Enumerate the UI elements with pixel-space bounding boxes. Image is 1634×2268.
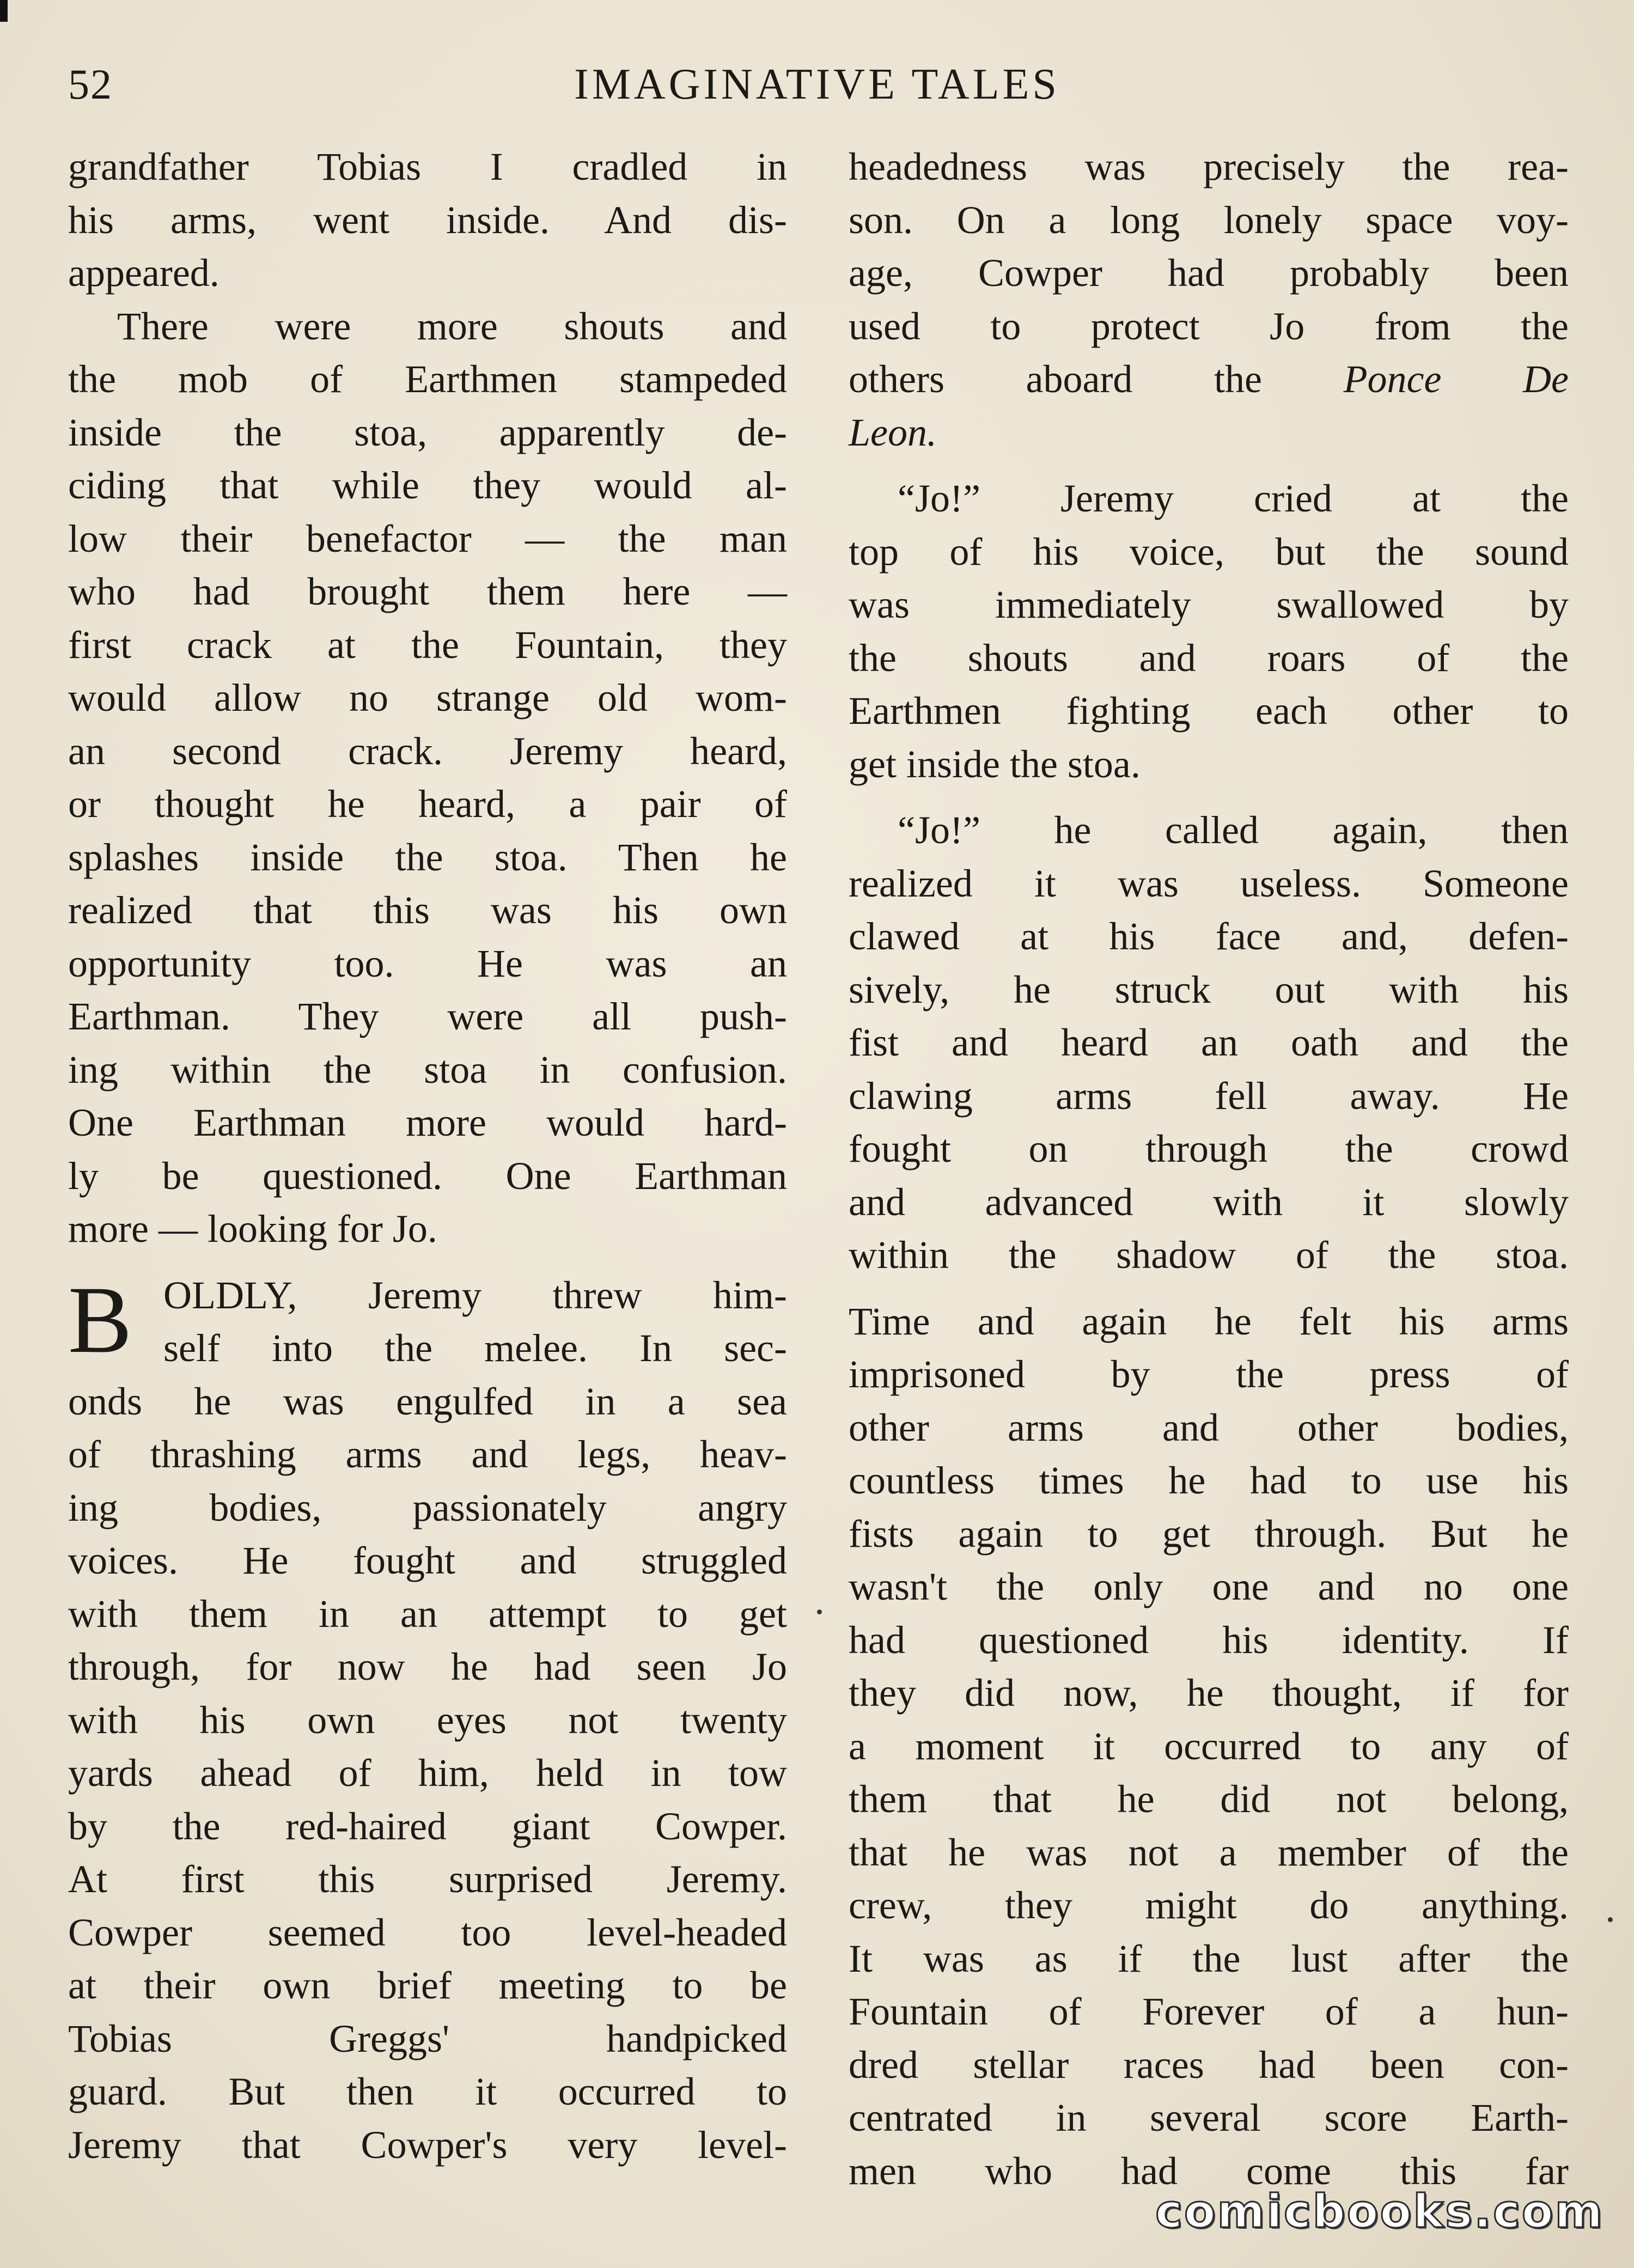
text-line: the mob of Earthmen stampeded: [68, 357, 787, 401]
text-line: with his own eyes not twenty: [68, 1698, 787, 1742]
text-line: realized it was useless. Someone: [849, 861, 1569, 905]
page-header: [68, 60, 1566, 114]
text-line: other arms and other bodies,: [849, 1405, 1569, 1449]
text-line: age, Cowper had probably been: [849, 251, 1569, 295]
text-line: crew, they might do anything.: [849, 1883, 1569, 1927]
text-line: appeared.: [68, 251, 220, 295]
text-line: men who had come this far: [849, 2149, 1569, 2193]
text-line: an second crack. Jeremy heard,: [68, 729, 787, 773]
text-line: son. On a long lonely space voy-: [849, 198, 1569, 242]
ship-name-end: Leon.: [849, 410, 937, 454]
text-line: sively, he struck out with his: [849, 967, 1569, 1011]
paragraph-gap: [849, 459, 1569, 472]
text-line: fought on through the crowd: [849, 1127, 1569, 1170]
text-line: voices. He fought and struggled: [68, 1539, 787, 1582]
text-line: of thrashing arms and legs, heav-: [68, 1432, 787, 1476]
text-line: ing bodies, passionately angry: [68, 1485, 787, 1529]
text-line: who had brought them here —: [68, 570, 787, 613]
text-line: clawing arms fell away. He: [849, 1074, 1569, 1118]
text-line: onds he was engulfed in a sea: [68, 1379, 787, 1423]
text-line: self into the melee. In sec-: [163, 1326, 787, 1370]
text-line: they did now, he thought, if for: [849, 1671, 1569, 1715]
text-line: One Earthman more would hard-: [68, 1101, 787, 1144]
paragraph-gap: [68, 1256, 787, 1269]
text-line: Earthmen fighting each other to: [849, 689, 1569, 733]
text-line: “Jo!” he called again, then: [898, 808, 1569, 852]
text-fragment: others aboard the: [849, 357, 1262, 401]
paragraph-gap: [849, 1282, 1569, 1295]
text-line: them that he did not belong,: [849, 1777, 1569, 1821]
text-line: splashes inside the stoa. Then he: [68, 835, 787, 879]
text-line: had questioned his identity. If: [849, 1618, 1569, 1662]
text-line: a moment it occurred to any of: [849, 1724, 1569, 1768]
text-line: Fountain of Forever of a hun-: [849, 1990, 1569, 2033]
ship-name: Ponce De: [1343, 357, 1569, 401]
text-line: OLDLY, Jeremy threw him-: [163, 1273, 787, 1317]
text-line: inside the stoa, apparently de-: [68, 410, 787, 454]
text-line: centrated in several score Earth-: [849, 2096, 1569, 2139]
print-speck: [1608, 1917, 1613, 1922]
text-line: clawed at his face and, defen-: [849, 914, 1569, 958]
text-line: get inside the stoa.: [849, 742, 1141, 786]
text-line: It was as if the lust after the: [849, 1936, 1569, 1980]
text-line: used to protect Jo from the: [849, 304, 1569, 348]
watermark-logo: comicbooks.com: [1155, 2185, 1604, 2238]
text-line: ly be questioned. One Earthman: [68, 1154, 787, 1198]
right-column: [849, 141, 1569, 2198]
text-line-with-ship-name: [849, 353, 1569, 406]
text-line: grandfather Tobias I cradled in: [68, 145, 787, 188]
text-line: that he was not a member of the: [849, 1830, 1569, 1874]
text-line: with them in an attempt to get: [68, 1592, 787, 1636]
text-line: Time and again he felt his arms: [849, 1299, 1569, 1343]
text-line: fists again to get through. But he: [849, 1511, 1569, 1556]
text-line: or thought he heard, a pair of: [68, 782, 787, 826]
text-line: the shouts and roars of the: [849, 636, 1569, 680]
print-speck: [817, 1609, 822, 1614]
drop-cap: B: [68, 1266, 132, 1373]
running-title: IMAGINATIVE TALES: [574, 60, 1060, 108]
text-line: by the red-haired giant Cowper.: [68, 1804, 787, 1848]
page-number: 52: [68, 60, 113, 108]
text-line: through, for now he had seen Jo: [68, 1645, 787, 1688]
text-line: and advanced with it slowly: [849, 1180, 1569, 1224]
text-line: yards ahead of him, held in tow: [68, 1751, 787, 1795]
text-line: dred stellar races had been con-: [849, 2043, 1569, 2087]
text-line: headedness was precisely the rea-: [849, 145, 1569, 188]
text-line: guard. But then it occurred to: [68, 2070, 787, 2113]
text-line: Jeremy that Cowper's very level-: [68, 2123, 787, 2167]
text-line: wasn't the only one and no one: [849, 1565, 1569, 1608]
text-line: at their own brief meeting to be: [68, 1964, 787, 2007]
text-line: ciding that while they would al-: [68, 464, 787, 507]
text-line: fist and heard an oath and the: [849, 1021, 1569, 1064]
text-line: more — looking for Jo.: [68, 1207, 437, 1251]
text-line: Earthman. They were all push-: [68, 995, 787, 1038]
text-line: his arms, went inside. And dis-: [68, 198, 787, 242]
text-line: would allow no strange old wom-: [68, 676, 787, 720]
text-line: countless times he had to use his: [849, 1459, 1569, 1502]
text-line: was immediately swallowed by: [849, 583, 1569, 626]
text-line: Cowper seemed too level-headed: [68, 1910, 787, 1954]
text-line: [849, 406, 1569, 460]
text-line: There were more shouts and: [117, 304, 787, 348]
text-line: first crack at the Fountain, they: [68, 623, 787, 667]
paragraph-gap: [849, 791, 1569, 804]
text-line: ing within the stoa in confusion.: [68, 1047, 787, 1092]
text-line: top of his voice, but the sound: [849, 529, 1569, 574]
text-line: “Jo!” Jeremy cried at the: [898, 477, 1569, 520]
drop-cap-paragraph: [68, 1266, 787, 1375]
text-line: opportunity too. He was an: [68, 941, 787, 985]
text-line: realized that this was his own: [68, 888, 787, 932]
text-line: imprisoned by the press of: [849, 1352, 1569, 1396]
text-line: Tobias Greggs' handpicked: [68, 2016, 787, 2060]
left-column: [68, 141, 787, 2172]
scan-edge-mark: [0, 0, 8, 22]
text-line: low their benefactor — the man: [68, 516, 787, 560]
text-line: At first this surprised Jeremy.: [68, 1857, 787, 1901]
text-line: within the shadow of the stoa.: [849, 1233, 1569, 1277]
